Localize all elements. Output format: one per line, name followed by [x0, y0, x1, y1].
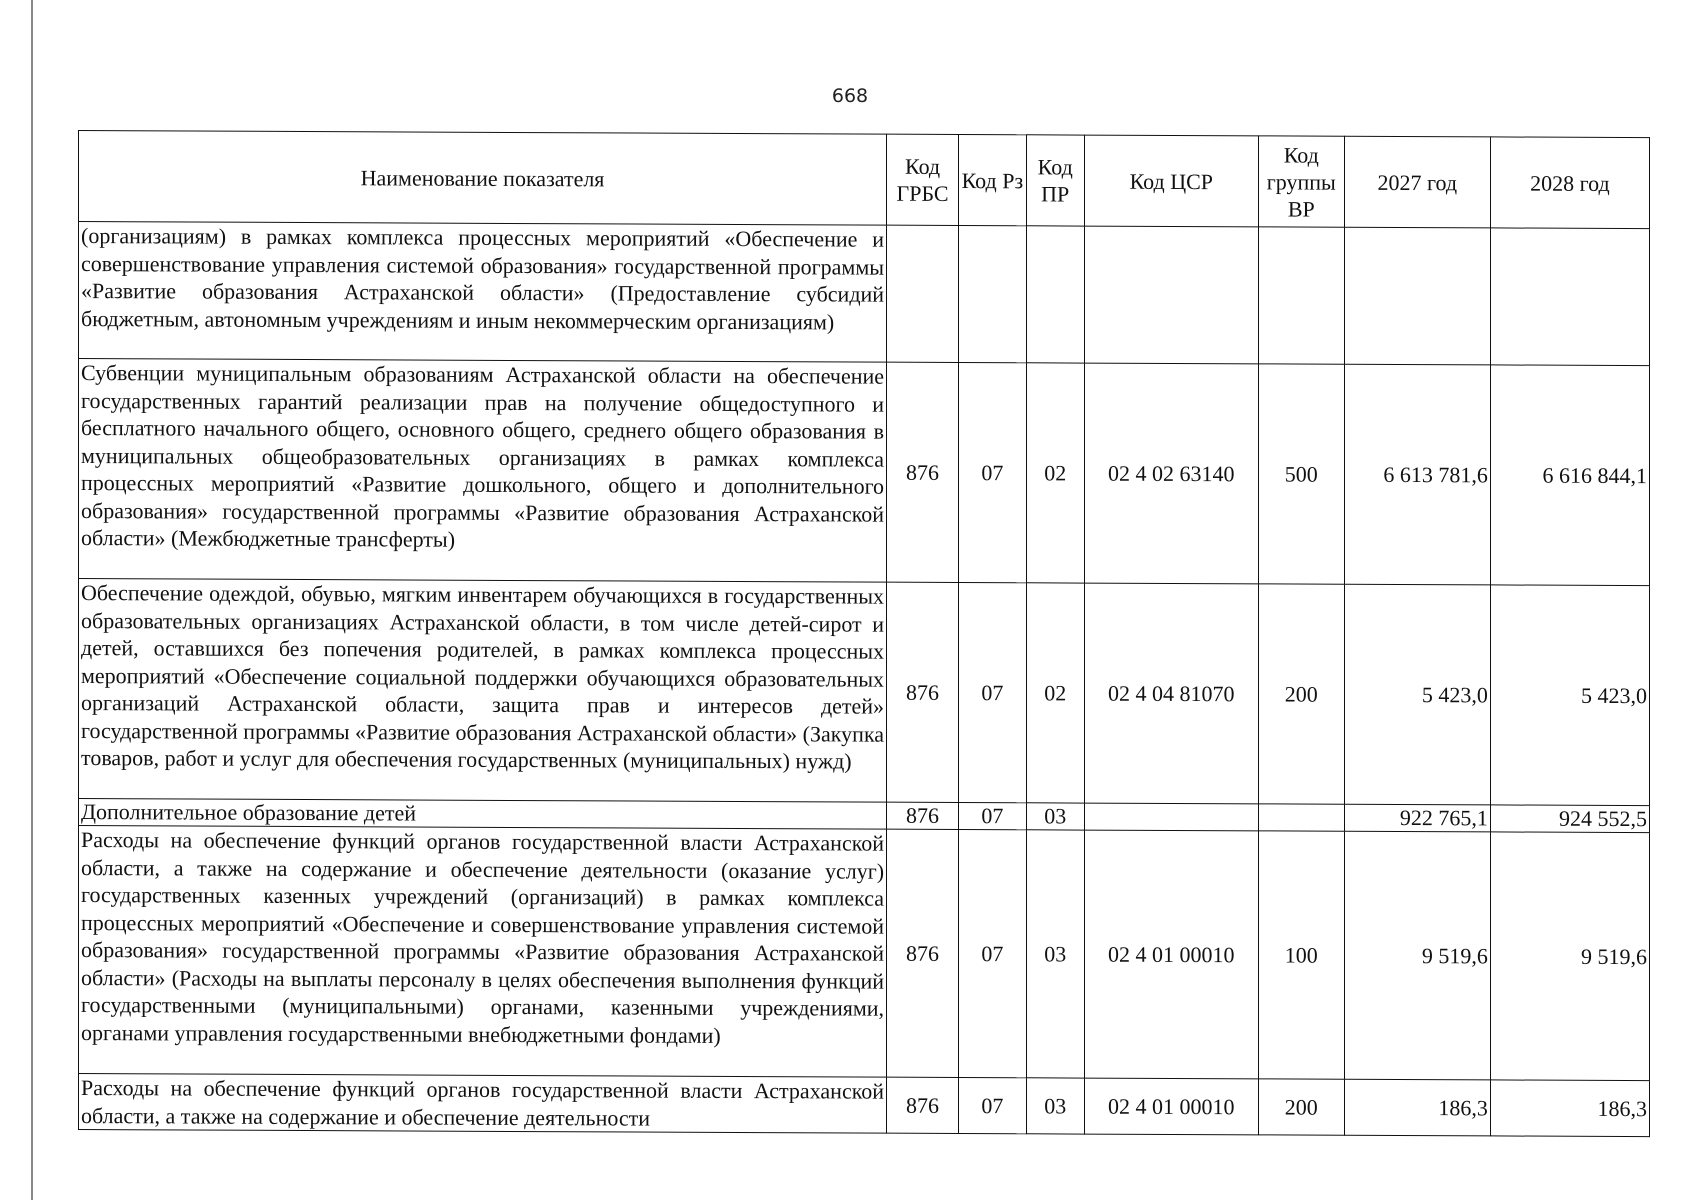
row-2027: 6 613 781,6	[1344, 364, 1490, 585]
row-csr: 02 4 04 81070	[1084, 583, 1258, 804]
row-2028	[1490, 228, 1649, 366]
row-vr: 100	[1258, 831, 1344, 1079]
row-vr	[1258, 804, 1344, 831]
row-name: Дополнительное образование детей	[79, 799, 887, 830]
row-pr	[1026, 226, 1084, 363]
table-row	[79, 826, 1650, 1081]
row-pr: 03	[1026, 1078, 1084, 1134]
row-grbs: 876	[887, 829, 959, 1077]
header-rz: Код Рз	[959, 134, 1027, 225]
header-2028: 2028 год	[1490, 137, 1649, 229]
table-row	[79, 1074, 1650, 1137]
row-2027: 9 519,6	[1344, 831, 1490, 1080]
row-pr: 03	[1026, 803, 1084, 830]
row-grbs: 876	[887, 1077, 959, 1133]
budget-table	[78, 130, 1650, 1137]
row-2028: 924 552,5	[1490, 805, 1649, 833]
row-csr: 02 4 01 00010	[1084, 1078, 1258, 1135]
row-vr: 200	[1258, 584, 1344, 804]
row-name: (организациям) в рамках комплекса процессных мероприятий «Обеспечение и совершенствование управления системой образования» государственной программы «Развитие образования Астраханской области» (Предоставление субсидий бюджетным, автономным учреждениям и иным некоммерческим организациям)	[79, 222, 887, 363]
header-name: Наименование показателя	[79, 131, 887, 226]
header-2027: 2027 год	[1344, 136, 1490, 228]
row-2027	[1344, 227, 1490, 365]
header-csr: Код ЦСР	[1084, 135, 1258, 227]
row-2027: 5 423,0	[1344, 584, 1490, 805]
row-2027: 186,3	[1344, 1079, 1490, 1136]
table-row	[79, 359, 1650, 586]
row-2027: 922 765,1	[1344, 804, 1490, 832]
header-grbs: Код ГРБС	[887, 134, 959, 225]
table-row	[79, 222, 1650, 366]
row-grbs	[887, 225, 959, 362]
row-2028: 186,3	[1490, 1080, 1649, 1137]
row-pr: 02	[1026, 363, 1084, 583]
row-name: Расходы на обеспечение функций органов государственной власти Астраханской области, а также на содержание и обеспечение деятельности	[79, 1074, 887, 1134]
left-margin-rule	[31, 0, 33, 1200]
row-2028: 5 423,0	[1490, 585, 1649, 806]
row-pr: 03	[1026, 830, 1084, 1078]
row-csr: 02 4 01 00010	[1084, 830, 1258, 1079]
row-rz: 07	[959, 582, 1027, 802]
row-rz: 07	[959, 802, 1027, 829]
row-grbs: 876	[887, 802, 959, 829]
header-pr: Код ПР	[1026, 135, 1084, 226]
row-rz: 07	[959, 362, 1027, 582]
row-2028: 6 616 844,1	[1490, 365, 1649, 586]
row-vr: 500	[1258, 364, 1344, 584]
header-vr: Код группы ВР	[1258, 136, 1344, 227]
row-rz: 07	[959, 1077, 1027, 1133]
row-name: Обеспечение одеждой, обувью, мягким инвентарем обучающихся в государственных образовательных организациях Астраханской области, в том числе детей-сирот и детей, оставшихся без попечения родителей, в рамках комплекса процессных мероприятий «Обеспечение социальной поддержки обучающихся образовательных организаций Астраханской области, защита прав и интересов детей» государственной программы «Развитие образования Астраханской области» (Закупка товаров, работ и услуг для обеспечения государственных (муниципальных) нужд)	[79, 579, 887, 803]
row-csr	[1084, 803, 1258, 831]
table-header	[79, 131, 1650, 229]
table-row	[79, 579, 1650, 806]
row-name: Субвенции муниципальным образованиям Астраханской области на обеспечение государственных гарантий реализации прав на получение общедоступного и бесплатного начального общего, основного общего, среднего общего образования в муниципальных общеобразовательных организациях в рамках комплекса процессных мероприятий «Развитие дошкольного, общего и дополнительного образования» государственной программы «Развитие образования Астраханской области» (Межбюджетные трансферты)	[79, 359, 887, 583]
row-csr: 02 4 02 63140	[1084, 363, 1258, 584]
row-vr: 200	[1258, 1079, 1344, 1135]
table-body	[79, 222, 1650, 1137]
row-vr	[1258, 227, 1344, 364]
row-grbs: 876	[887, 362, 959, 582]
row-grbs: 876	[887, 582, 959, 802]
page-number: 668	[831, 85, 869, 107]
row-pr: 02	[1026, 583, 1084, 803]
row-name: Расходы на обеспечение функций органов государственной власти Астраханской области, а также на содержание и обеспечение деятельности (оказание услуг) государственных казенных учреждений (организаций) в рамках комплекса процессных мероприятий «Обеспечение и совершенствование управления системой образования» государственной программы «Развитие образования Астраханской области» (Расходы на выплаты персоналу в целях обеспечения выполнения функций государственными (муниципальными) органами, казенными учреждениями, органами управления государственными внебюджетными фондами)	[79, 826, 887, 1078]
row-csr	[1084, 226, 1258, 364]
row-rz	[959, 225, 1027, 362]
row-rz: 07	[959, 829, 1027, 1077]
row-2028: 9 519,6	[1490, 832, 1649, 1081]
